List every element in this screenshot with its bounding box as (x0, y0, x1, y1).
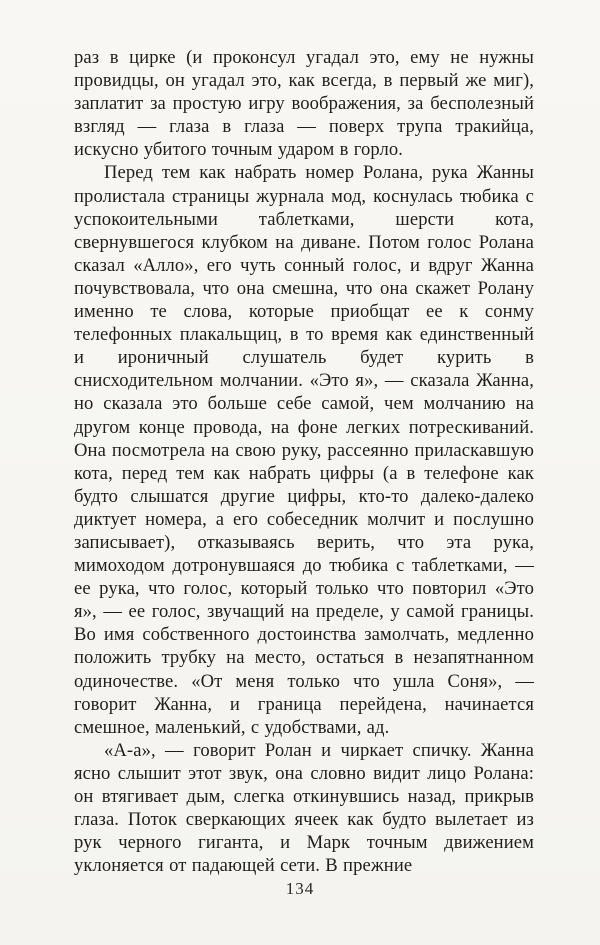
page-number: 134 (285, 879, 315, 898)
paragraph-continuation: раз в цирке (и проконсул угадал это, ему не нужны провидцы, он угадал это, как всегда, в первый же миг), заплатит за простую игру воображения, за бесполезный взгляд — глаза в глаза — поверх трупа тракийца, искусно убитого точным ударом в горло. (74, 47, 534, 161)
paragraph: «А-а», — говорит Ролан и чиркает спичку. Жанна ясно слышит этот звук, она словно видит лицо Ролана: он втягивает дым, слегка откинувшись назад, прикрыв глаза. Поток сверкающих ячеек как будто вылетает из рук черного гиганта, и Марк точным движением уклоняется от падающей сети. В прежние (74, 739, 534, 877)
paragraph: Перед тем как набрать номер Ролана, рука Жанны пролистала страницы журнала мод, коснулась тюбика с успокоительными таблетками, шерсти кота, свернувшегося клубком на диване. Потом голос Ролана сказал «Алло», его чуть сонный голос, и вдруг Жанна почувствовала, что она смешна, что она скажет Ролану именно те слова, которые приобщат ее к сонму телефонных плакальщиц, в то время как единственный и ироничный слушатель будет курить в снисходительном молчании. «Это я», — сказала Жанна, но сказала это больше себе самой, чем молчанию на другом конце провода, на фоне легких потрескиваний. Она посмотрела на свою руку, рассеянно приласкавшую кота, перед тем как набрать цифры (а в телефоне как будто слышатся другие цифры, кто-то далеко-далеко диктует номера, а его собеседник молчит и послушно записывает), отказываясь верить, что эта рука, мимоходом дотронувшаяся до тюбика с таблетками, — ее рука, что голос, который только что повторил «Это я», — ее голос, звучащий на пределе, у самой границы. Во имя собственного достоинства замолчать, медленно положить трубку на место, остаться в незапятнанном одиночестве. «От меня только что ушла Соня», — говорит Жанна, и граница перейдена, начинается смешное, маленький, с удобствами, ад. (74, 162, 534, 738)
text-block (74, 46, 534, 877)
